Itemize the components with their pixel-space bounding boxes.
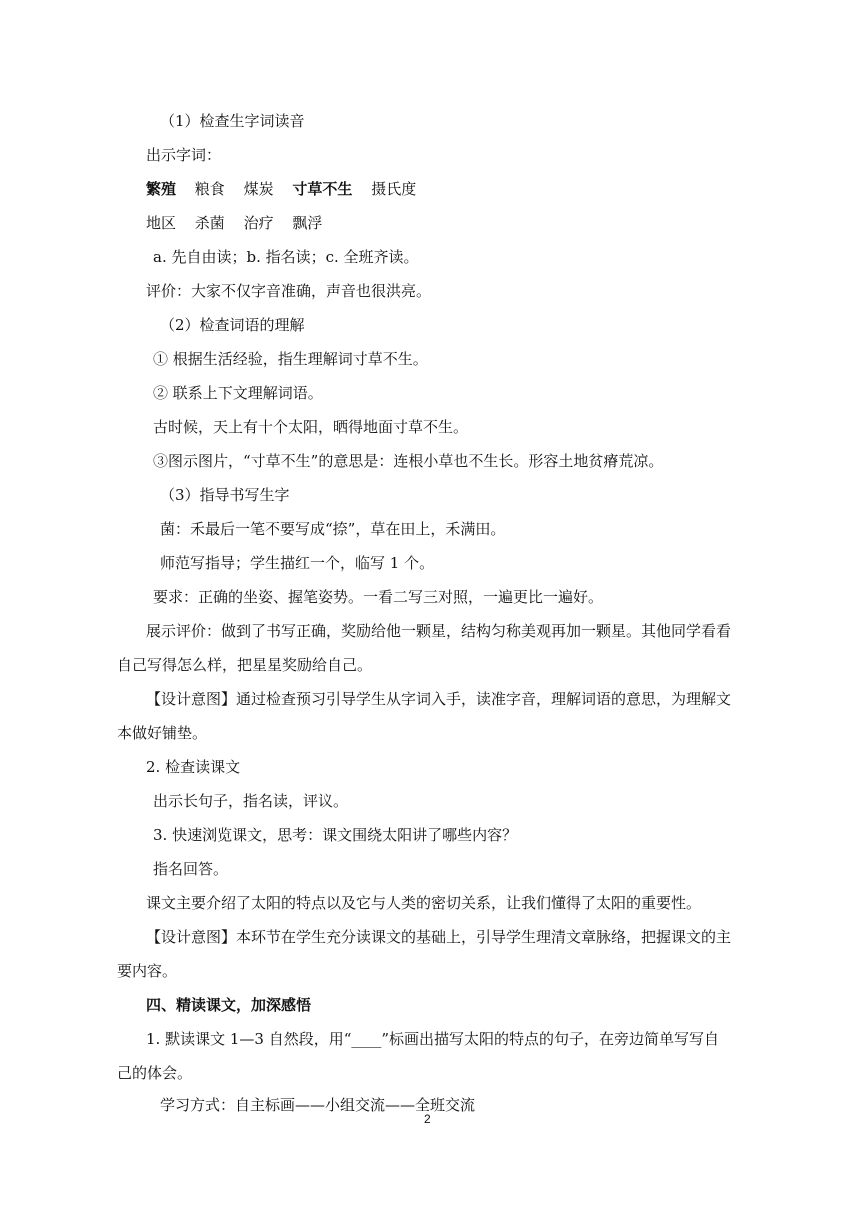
line-intent-2a: 【设计意图】本环节在学生充分读课文的基础上，引导学生理清文章脉络，把握课文的主: [146, 928, 732, 946]
line-long-sentence: 出示长句子，指名读，评议。: [153, 792, 349, 810]
section-heading-4: 四、精读课文，加深感悟: [146, 996, 312, 1014]
line-show-eval-1: 展示评价：做到了书写正确，奖励给他一颗星，结构匀称美观再加一颗星。其他同学看看: [146, 622, 732, 640]
line-guide-writing: （3）指导书写生字: [160, 486, 290, 504]
line-jun-note: 菌：禾最后一笔不要写成“捺”，草在田上，禾满田。: [160, 520, 506, 538]
vocab-word: 飘浮: [292, 214, 323, 232]
line-check-meaning: （2）检查词语的理解: [160, 316, 305, 334]
line-summary: 课文主要介绍了太阳的特点以及它与人类的密切关系，让我们懂得了太阳的重要性。: [146, 894, 702, 912]
vocab-word: 杀菌: [194, 214, 225, 232]
line-check-pronunciation: （1）检查生字词读音: [160, 112, 305, 130]
line-intent-2b: 要内容。: [117, 962, 178, 980]
vocab-word: 地区: [146, 214, 177, 232]
line-requirement: 要求：正确的坐姿、握笔姿势。一看二写三对照，一遍更比一遍好。: [153, 588, 604, 606]
vocab-row-2: [146, 212, 336, 234]
vocab-word: 寸草不生: [292, 180, 353, 198]
line-step-3: 3. 快速浏览课文，思考：课文围绕太阳讲了哪些内容？: [153, 826, 518, 844]
line-demo: 师范写指导；学生描红一个，临写 1 个。: [160, 554, 435, 572]
line-evaluation: 评价：大家不仅字音准确，声音也很洪亮。: [146, 282, 432, 300]
page-number: 2: [424, 1112, 431, 1126]
line-meaning-3: ③图示图片，“寸草不生”的意思是：连根小草也不生长。形容土地贫瘠荒凉。: [153, 452, 664, 470]
line-answer: 指名回答。: [153, 860, 229, 878]
line-read-steps: a. 先自由读；b. 指名读；c. 全班齐读。: [153, 248, 419, 266]
line-meaning-1: ① 根据生活经验，指生理解词寸草不生。: [153, 350, 428, 368]
vocab-word: 繁殖: [146, 180, 177, 198]
line-meaning-2: ② 联系上下文理解词语。: [153, 384, 323, 402]
line-task-1b: 己的体会。: [117, 1064, 193, 1082]
vocab-row-1: [146, 178, 430, 200]
line-step-2: 2. 检查读课文: [146, 758, 241, 776]
vocab-word: 煤炭: [243, 180, 274, 198]
line-intent-1b: 本做好铺垫。: [117, 724, 208, 742]
vocab-word: 治疗: [243, 214, 274, 232]
line-task-1a: 1. 默读课文 1—3 自然段，用“____”标画出描写太阳的特点的句子，在旁边简单写写自: [146, 1030, 720, 1048]
vocab-word: 摄氏度: [371, 180, 417, 198]
line-show-words: 出示字词：: [146, 146, 222, 164]
vocab-word: 粮食: [194, 180, 225, 198]
line-intent-1a: 【设计意图】通过检查预习引导学生从字词入手，读准字音，理解词语的意思，为理解文: [146, 690, 732, 708]
line-meaning-2-example: 古时候，天上有十个太阳，晒得地面寸草不生。: [153, 418, 469, 436]
line-show-eval-2: 自己写得怎么样，把星星奖励给自己。: [117, 656, 373, 674]
line-study-method: 学习方式：自主标画——小组交流——全班交流: [160, 1096, 476, 1114]
